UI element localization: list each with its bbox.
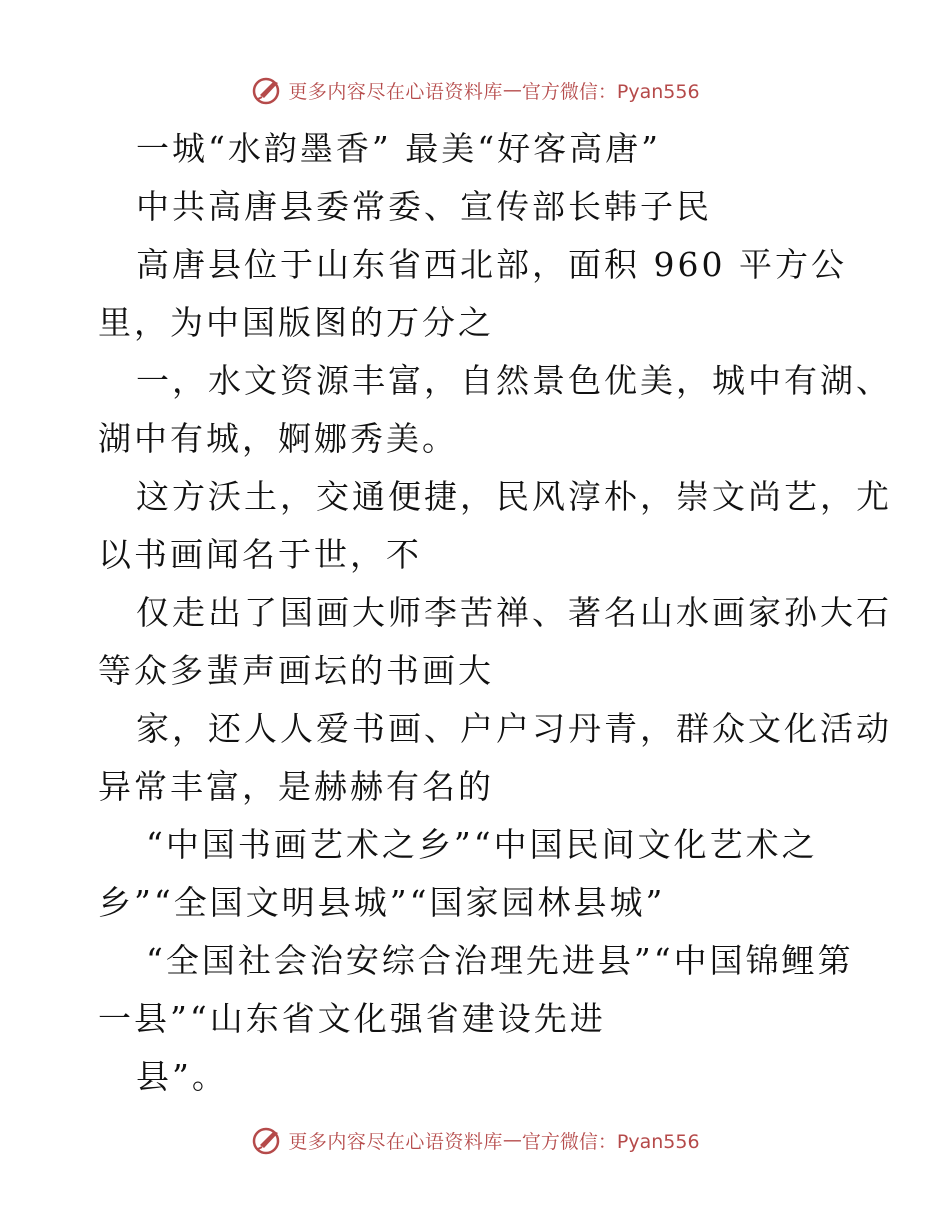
watermark-dash: — <box>502 1129 522 1151</box>
watermark-wechat: 官方微信：Pyan556 <box>521 1130 700 1153</box>
paragraph-line: 县”。 <box>136 1057 228 1096</box>
pen-logo-icon <box>250 73 284 107</box>
watermark-wechat: 官方微信：Pyan556 <box>521 80 700 103</box>
paragraph-line: 高唐县位于山东省西北部，面积 960 平方公 <box>136 245 847 284</box>
paragraph-line: 家，还人人爱书画、户户习丹青，群众文化活动 <box>136 709 892 748</box>
paragraph-line: 以书画闻名于世，不 <box>98 535 422 574</box>
paragraph-line: 一县”“山东省文化强省建设先进 <box>98 999 606 1038</box>
paragraph-line: 里，为中国版图的万分之 <box>98 303 494 342</box>
footer-watermark <box>0 1120 950 1160</box>
watermark-text: 更多内容尽在心语资料库 <box>288 1130 503 1153</box>
paragraph-line: 乡”“全国文明县城”“国家园林县城” <box>98 883 666 922</box>
doc-author: 中共高唐县委常委、宣传部长韩子民 <box>136 187 712 226</box>
paragraph-line: “全国社会治安综合治理先进县”“中国锦鲤第 <box>146 941 854 980</box>
pen-logo-icon <box>250 1123 284 1157</box>
header-watermark <box>0 70 950 110</box>
watermark-dash: — <box>502 79 522 101</box>
paragraph-line: 湖中有城，婀娜秀美。 <box>98 419 458 458</box>
watermark-text: 更多内容尽在心语资料库 <box>288 80 503 103</box>
paragraph-line: 这方沃土，交通便捷，民风淳朴，崇文尚艺，尤 <box>136 477 892 516</box>
paragraph-line: “中国书画艺术之乡”“中国民间文化艺术之 <box>146 825 818 864</box>
paragraph-line: 一，水文资源丰富，自然景色优美，城中有湖、 <box>136 361 892 400</box>
paragraph-line: 等众多蜚声画坛的书画大 <box>98 651 494 690</box>
doc-title: 一城“水韵墨香” 最美“好客高唐” <box>136 129 661 168</box>
document-body <box>98 120 892 1106</box>
paragraph-line: 仅走出了国画大师李苦禅、著名山水画家孙大石 <box>136 593 892 632</box>
paragraph-line: 异常丰富，是赫赫有名的 <box>98 767 494 806</box>
